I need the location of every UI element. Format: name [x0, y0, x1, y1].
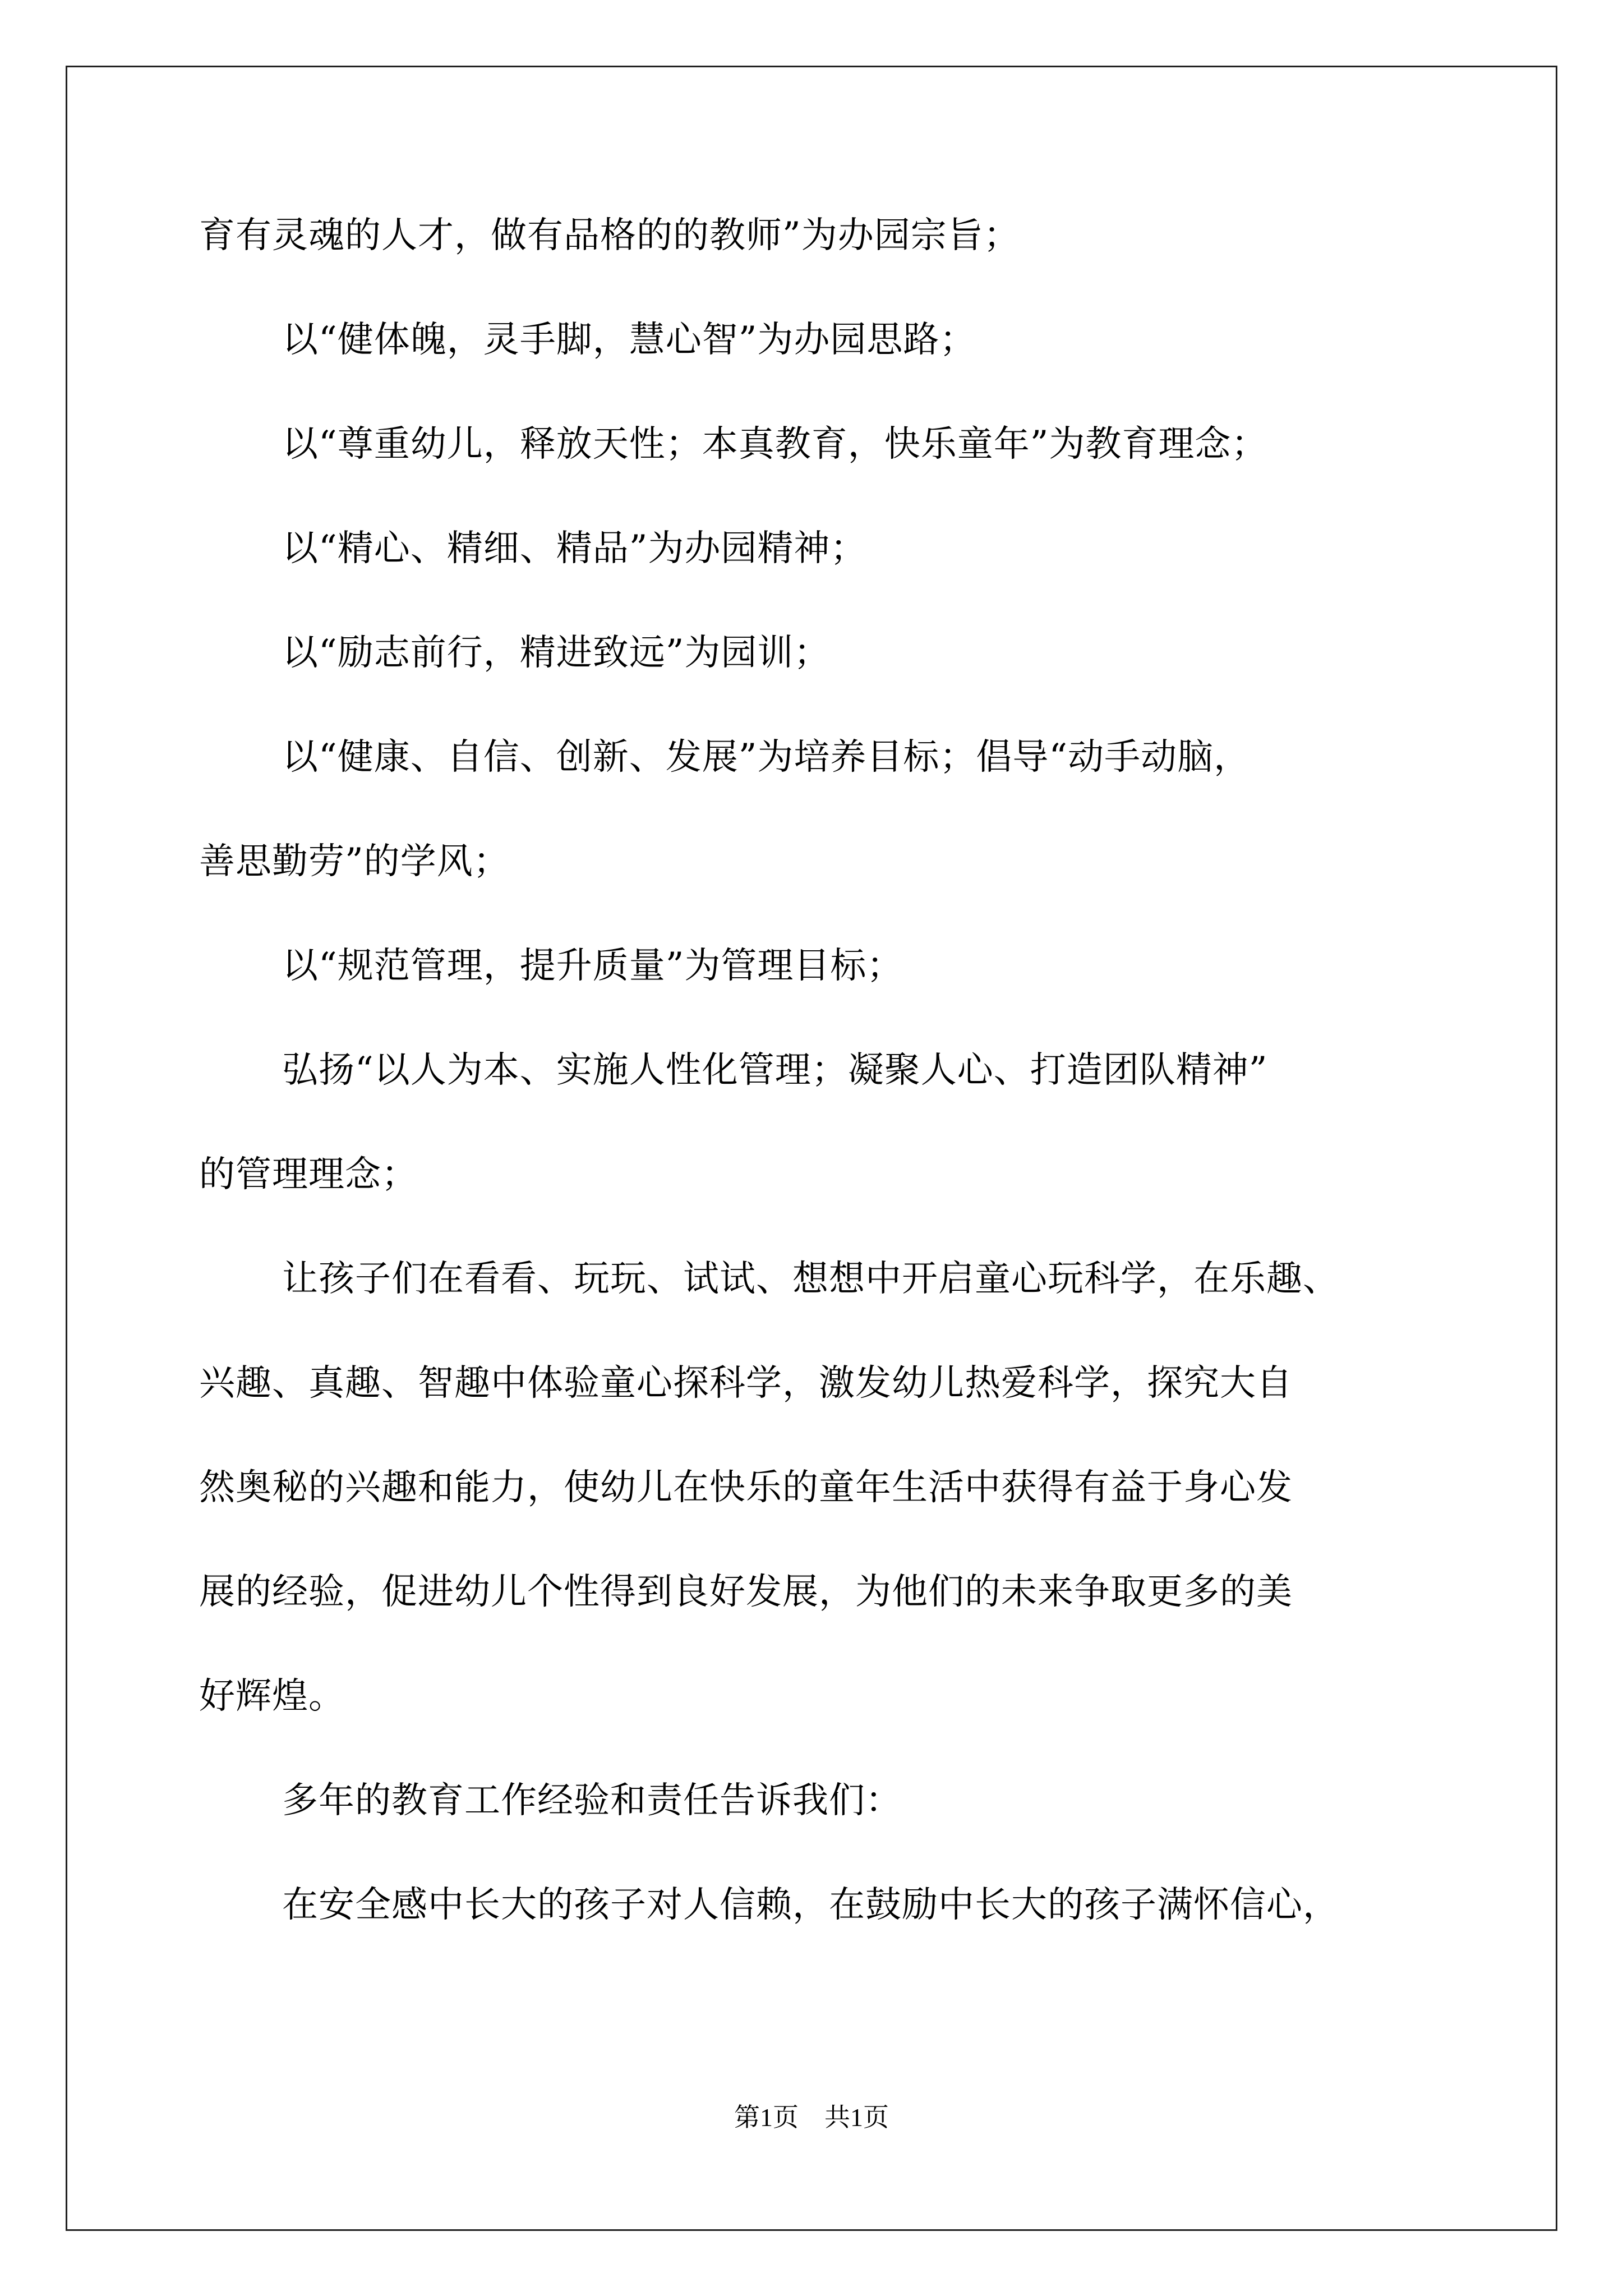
- paragraph-line: 以“尊重幼儿，释放天性；本真教育，快乐童年”为教育理念；: [282, 424, 1268, 465]
- paragraph-line: 以“励志前行，精进致远”为园训；: [282, 632, 831, 674]
- paragraph-line: 多年的教育工作经验和责任告诉我们：: [282, 1780, 902, 1821]
- paragraph-line: 以“健康、自信、创新、发展”为培养目标；倡导“动手动脑，: [282, 737, 1251, 778]
- paragraph-line: 以“规范管理，提升质量”为管理目标；: [282, 945, 903, 987]
- paragraph-line: 在安全感中长大的孩子对人信赖，在鼓励中长大的孩子满怀信心，: [282, 1884, 1339, 1926]
- paragraph-continuation-line: 兴趣、真趣、智趣中体验童心探科学，激发幼儿热爱科学，探究大自: [199, 1363, 1293, 1404]
- paragraph-line: 育有灵魂的人才，做有品格的的教师”为办园宗旨；: [199, 215, 1020, 256]
- paragraph-line: 以“健体魄，灵手脚，慧心智”为办园思路；: [282, 319, 976, 361]
- paragraph-continuation-line: 好辉煌。: [199, 1676, 345, 1717]
- paragraph-continuation-line: 善思勤劳”的学风；: [199, 841, 510, 882]
- paragraph-continuation-line: 的管理理念；: [199, 1154, 418, 1195]
- paragraph-line: 弘扬“以人为本、实施人性化管理；凝聚人心、打造团队精神”: [282, 1050, 1268, 1091]
- paragraph-line: 以“精心、精细、精品”为办园精神；: [282, 528, 867, 569]
- paragraph-line: 让孩子们在看看、玩玩、试试、想想中开启童心玩科学，在乐趣、: [282, 1258, 1339, 1300]
- page-number-footer: 第1页 共1页: [734, 2103, 889, 2132]
- paragraph-continuation-line: 展的经验，促进幼儿个性得到良好发展，为他们的未来争取更多的美: [199, 1571, 1293, 1613]
- paragraph-continuation-line: 然奥秘的兴趣和能力，使幼儿在快乐的童年生活中获得有益于身心发: [199, 1467, 1293, 1508]
